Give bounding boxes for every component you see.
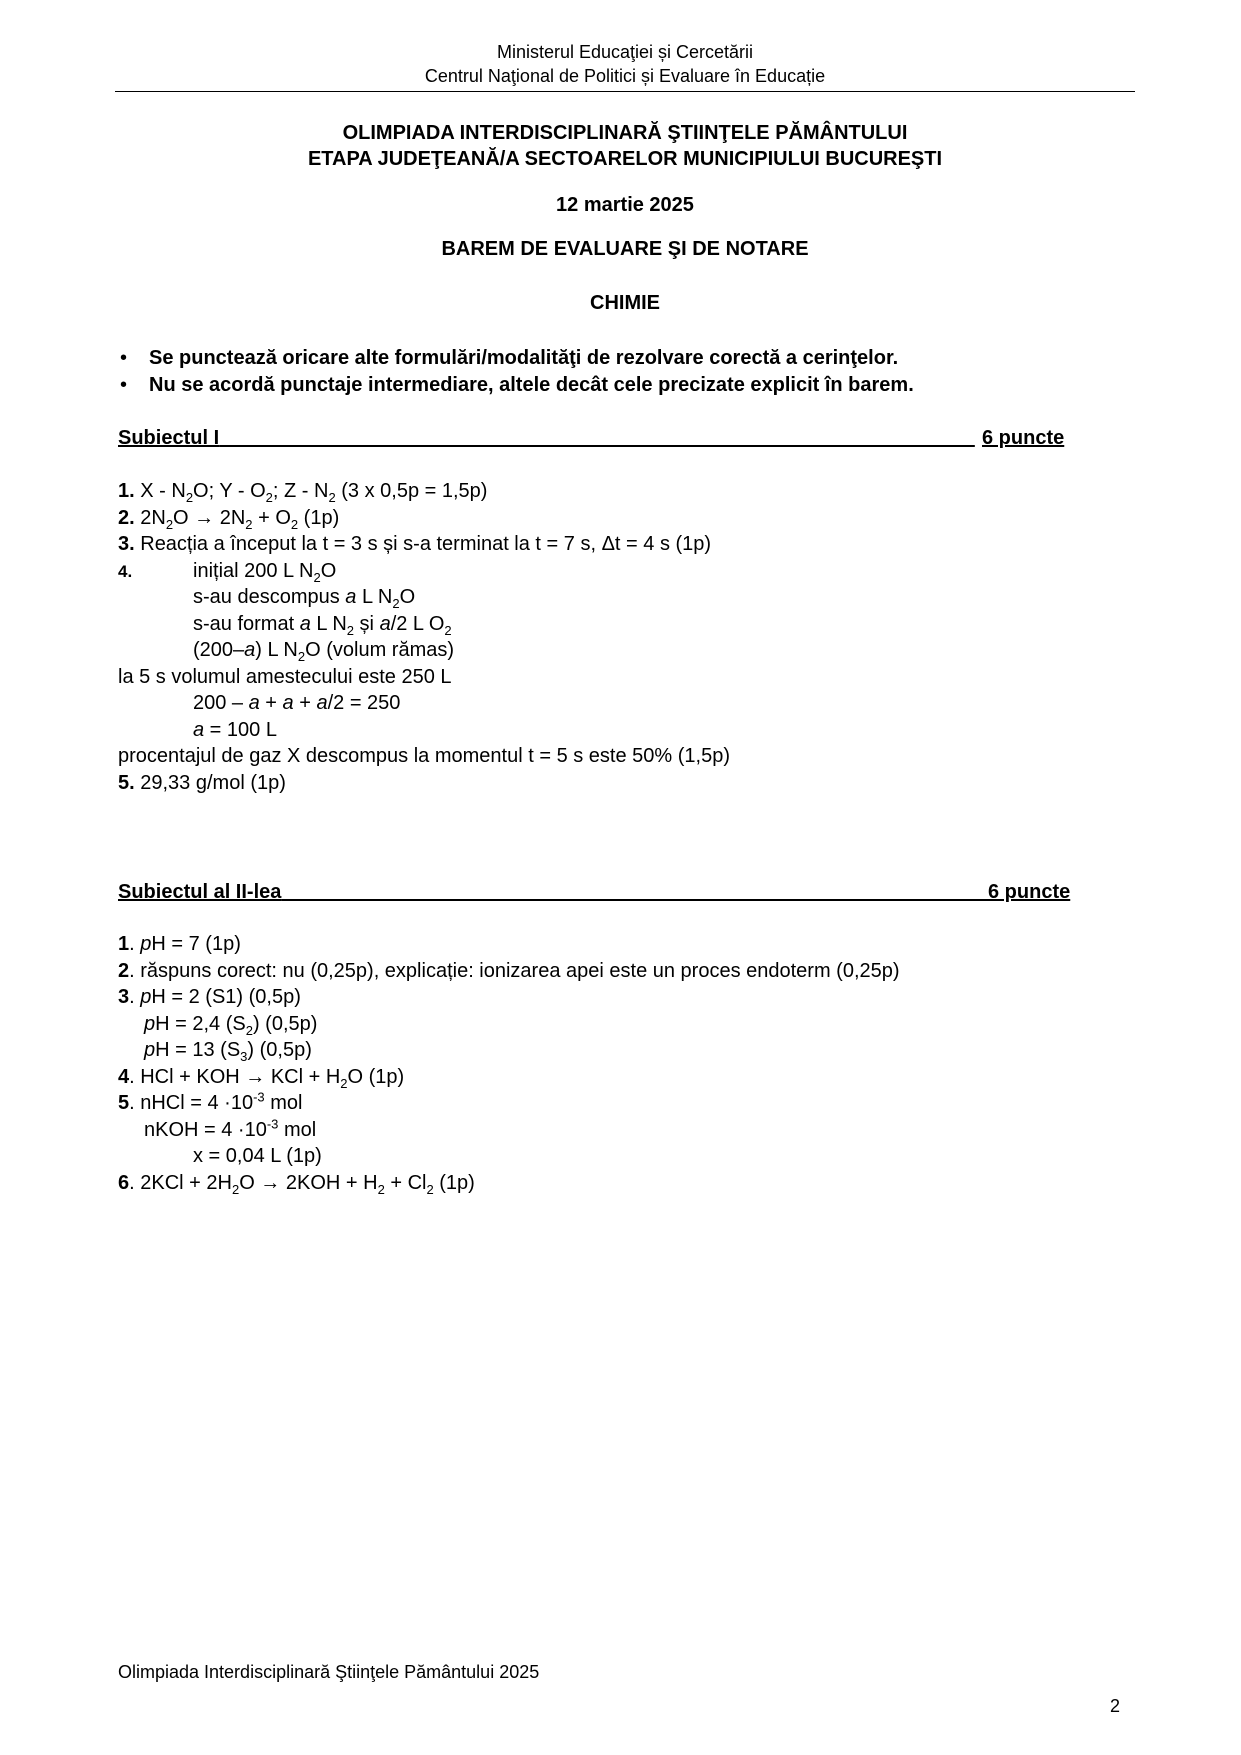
subject1-points: 6 puncte: [982, 427, 1065, 449]
subject2-answers: [118, 931, 1118, 1196]
subject1-heading: Subiectul I: [118, 427, 220, 449]
ministry-name: Ministerul Educaţiei și Cercetării: [496, 42, 754, 62]
subject1-answers: [118, 478, 1118, 796]
answer-5-line: nKOH = $4 \cdot 10^{-3}$ mol: [144, 1115, 317, 1141]
answer-1: 1. pH = 7 (1p): [118, 933, 241, 955]
answer-4-line: s-au descompus a L $N_2O$: [193, 586, 416, 611]
general-notes: [118, 345, 1118, 399]
subject2-points: 6 puncte: [988, 881, 1071, 903]
page-footer: Olimpiada Interdisciplinară Ştiinţele Pământului 2025: [118, 1662, 540, 1682]
subject-title: CHIMIE: [590, 292, 660, 314]
answer-3-line: pH = 13 $(S_3)$ (0,5p): [144, 1039, 312, 1064]
answer-4-line: la 5 s volumul amestecului este 250 L: [118, 665, 452, 688]
exam-date: 12 martie 2025: [556, 194, 694, 216]
bullet-icon: •: [120, 374, 128, 396]
answer-4-line: s-au format a L $N_2$ și a/2 L $O_2$: [193, 612, 452, 638]
note-item: • Nu se acordă punctaje intermediare, altele decât cele precizate explicit în barem.: [118, 372, 1118, 399]
stage-title: ETAPA JUDEŢEANĂ/A SECTOARELOR MUNICIPIULUI BUCUREŞTI: [307, 148, 943, 170]
answer-5: 5. 29,33 g/mol (1p): [118, 771, 286, 794]
answer-4: 4. HCl + KOH → KCl + $H_2O$ (1p): [118, 1065, 405, 1091]
note-item: • Se punctează oricare alte formulări/modalităţi de rezolvare corectă a cerinţelor.: [118, 345, 1118, 372]
bullet-icon: •: [120, 347, 128, 369]
olympiad-title: OLIMPIADA INTERDISCIPLINARĂ ŞTIINŢELE PĂMÂNTULUI: [342, 122, 908, 144]
answer-4-equation: 200 – a + a + a/2 = 250: [193, 692, 401, 714]
answer-4: 4. inițial 200 L $N_2O$: [118, 559, 337, 585]
answer-1: 1. X - $N_2O$; Y - $O_2$; Z - $N_2$ (3 x 0,5p = 1,5p): [118, 480, 488, 505]
header-divider: [115, 91, 1135, 92]
answer-4-conclusion: procentajul de gaz X descompus la momentul t = 5 s este 50% (1,5p): [118, 745, 731, 767]
answer-4-line: (200–a) L $N_2O$ (volum rămas): [193, 639, 455, 664]
page-number: 2: [1110, 1696, 1121, 1716]
answer-3-line: pH = 2,4 $(S_2)$ (0,5p): [144, 1012, 318, 1038]
page-header: [115, 40, 1135, 88]
barem-title: BAREM DE EVALUARE ŞI DE NOTARE: [441, 238, 809, 260]
answer-6: 6. $2KCl + 2H_2O \to 2KOH + H_2 + Cl_2$ (1p): [118, 1171, 475, 1197]
answer-5-result: x = 0,04 L (1p): [193, 1145, 322, 1167]
subject2-heading: Subiectul al II-lea: [118, 881, 282, 903]
answer-5: 5. nHCl = $4 \cdot 10^{-3}$ mol: [118, 1089, 303, 1114]
answer-4-result: a = 100 L: [193, 718, 277, 741]
center-name: Centrul Naţional de Politici și Evaluare în Educație: [424, 66, 826, 86]
answer-3: 3. Reacția a început la t = 3 s și s-a terminat la t = 7 s, Δt = 4 s (1p): [118, 533, 712, 555]
answer-2: 2. răspuns corect: nu (0,25p), explicație: ionizarea apei este un proces endoterm (0,25p): [118, 959, 900, 982]
answer-2: 2. $2N_2O \to 2N_2 + O_2$ (1p): [118, 506, 340, 532]
answer-3: 3. pH = 2 (S1) (0,5p): [118, 986, 301, 1008]
